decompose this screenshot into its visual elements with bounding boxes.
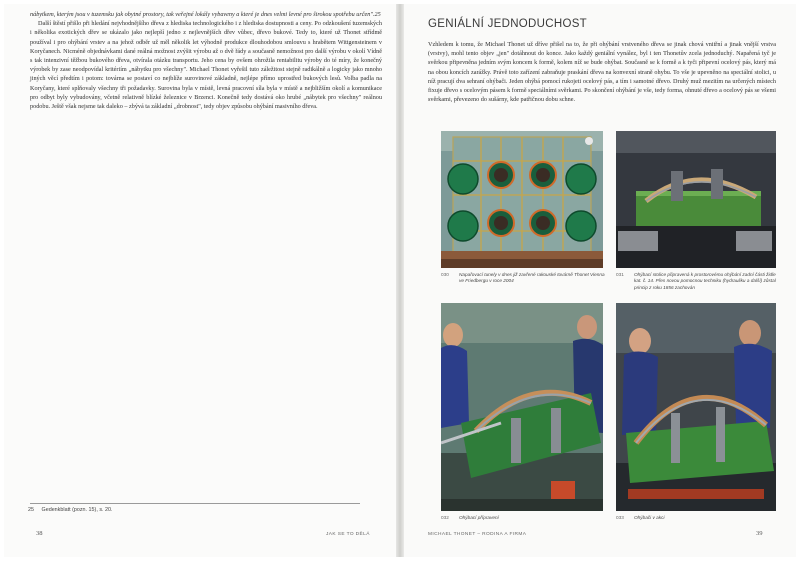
footnote-text: Gedenkblatt (pozn. 15), s. 20. (41, 507, 113, 513)
left-paragraph-2: Další štěstí přišlo při hledání nejvhodnějšího dřeva z hlediska technologického i z hlediska dostupnosti a ceny. Po odzkoušení tuzemských i několika exotických dřev se ukázalo jako nejlepší jedno z nejlevnějších dřev vůbec, dřevo bukové. Tedy to, které už Thonet střídmě používal i pro ohýbání vrstev a na jehož odběr už měl několik let výhodně produkce dlouhodobou smlouvu s hrabětem Wittgensteinem v Koryčanech. Nicméně objednávkami dané reálná možnost zvýšit výrobu až o dvě řády a současně nemožnost pro další výrobu v okolí Vídně s tak intenzivní těžbou bukového dřeva, otvírala otázku transportu. Jeho cena by ovšem ohrožila rentabilitu výroby do té míry, že konečný výrobek by zase neodpovídal kritériím „nábytku pro všechny". Michael Thonet vyřešil tuto záležitost stejně radikálně a logicky jako mnoho jiných věcí předtím i potom: továrna se postaví co nejblíže surovinové základně, nejlépe přímo uprostřed bukových lesů. Volba padla na Koryčany, které splňovaly všechny tři požadavky. Surovina byla v místě, levná pracovní síla byla v místě a nejbližším okolí a komunikace pro odbyt byly vybudovány, včetně relativně blízké železnice v Brzenci. Konečně tedy dostává oko hrubé „nábytek pro všechny" reálnou podobu. Ještě však nejsme tak daleko – zbývá ta základní „drobnost", tedy objev způsobu ohýbání masivního dřeva. (30, 20, 382, 111)
photo-benders-in-action (616, 303, 776, 511)
caption-030-text: Napařovací tunely v dnes již zavřené rakouské továrně Thonet Vienna ve Friedbergu v roce 2004 (459, 272, 605, 284)
left-folio: 38 (36, 530, 43, 537)
caption-033-text: Ohýbači v akci (634, 515, 665, 520)
photo-bending-stand (616, 131, 776, 268)
caption-033-number: 033 (616, 515, 624, 520)
caption-031 (616, 272, 781, 298)
right-folio: 39 (756, 530, 763, 537)
caption-031-text: Ohýbací stolice připravená k prostorovému ohýbání zadní části židle kat. č. 14. Přes novou pomocnou techniku (hydrauliku a další) zůstal princip z roku 1856 zachován (634, 272, 776, 290)
book-gutter (396, 4, 404, 557)
caption-030 (441, 272, 606, 290)
left-page-body (30, 10, 382, 111)
left-paragraph-1: nábytkem, kterým jsou v tuzemsku jak obytné prostory, tak veřejné lokály vybaveny a které je dnes velmi levné pro širokou spotřebu určen".25 (30, 11, 381, 18)
caption-031-number: 031 (616, 272, 624, 277)
footnote-rule (30, 503, 360, 504)
photo-steam-tunnels (441, 131, 603, 268)
caption-032-text: Ohýbací přípravení (459, 515, 499, 520)
right-paragraph-1: Vzhledem k tomu, že Michael Thonet už dříve přišel na to, že při ohýbání vrstveného dřeva se jinak chová vnitřní a jinak vnější vrstva (vrstvy), mohl tento objev „jen" dotáhnout do konce. Jako každý geniální vynález, byl i ten Thonetův zcela jednoduchý. Napařená tyč je svěrkou připevněna jedním svým koncem k formě, kolem níž se bude ohýbat. Současně se k formě a k tyči připevní ocelový pás, který má na obou koncích zarážky. Právě toto zařízení zabraňuje praskání dřeva na konvexní straně ohybu. To vše je upevněno na speciální stolici, u níž pracují dva sehraní ohýbači. Jeden ohýbá pomocí rukojeti ocelový pás, a tím i samotné dřevo. Druhý muž mezitím na určených místech fixuje dřevo s ocelovým pásem k formě speciálními svěrkami. Po skončení ohýbání je vše, tedy forma, ohnuté dřevo a ocelový pás se všemi svěrkami, převezeno do sušárny, kde patřičnou dobu schne. (428, 41, 776, 104)
section-heading: GENIÁLNÍ JEDNODUCHOST (428, 18, 588, 30)
caption-030-number: 030 (441, 272, 449, 277)
photo-bending-preparation (441, 303, 603, 511)
right-page-body (428, 40, 776, 104)
left-running-head: JAK SE TO DĚLÁ (326, 532, 370, 537)
footnote (28, 507, 113, 513)
caption-033 (616, 515, 781, 523)
caption-032 (441, 515, 606, 523)
footnote-number: 25 (28, 507, 34, 513)
caption-032-number: 032 (441, 515, 449, 520)
right-running-head: MICHAEL THONET – RODINA A FIRMA (428, 532, 527, 537)
